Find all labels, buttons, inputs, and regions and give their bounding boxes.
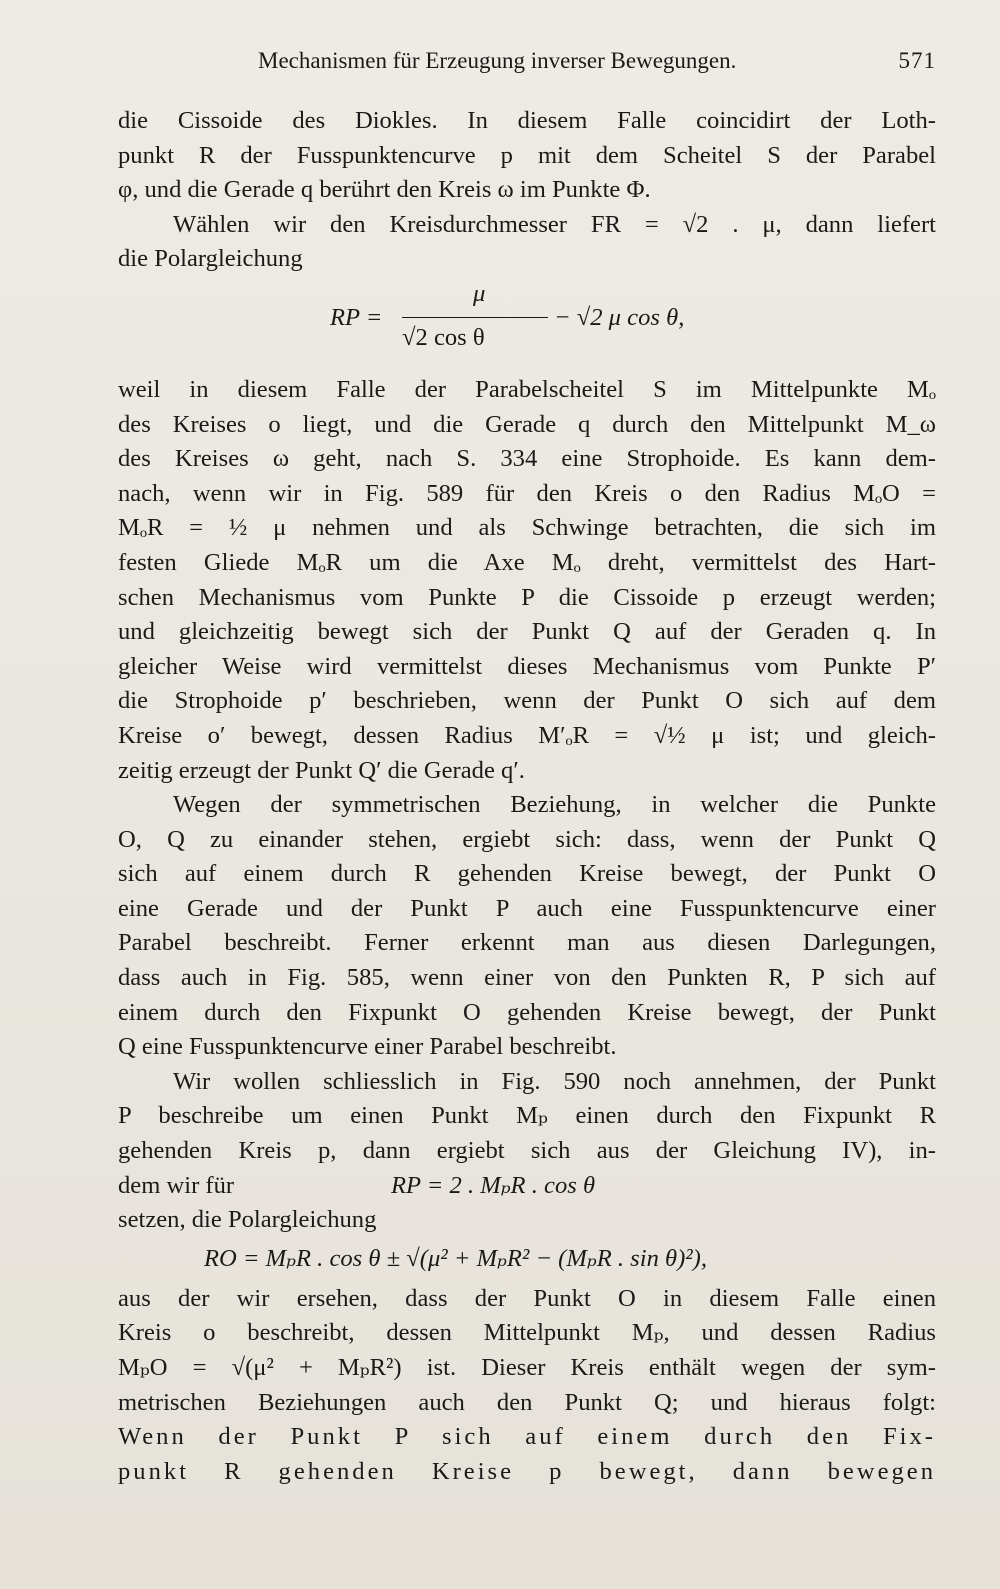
paragraph-2 — [118, 208, 936, 277]
running-header — [118, 48, 936, 82]
text-line: des Kreises o liegt, und die Gerade q durch den Mittelpunkt M_ω — [118, 410, 936, 438]
text-line: φ, und die Gerade q berührt den Kreis ω im Punkte Φ. — [118, 176, 651, 204]
text-line: die Cissoide des Diokles. In diesem Falle coincidirt der Loth- — [118, 107, 936, 134]
text-line: Q eine Fusspunktencurve einer Parabel beschreibt. — [118, 1033, 617, 1061]
text-line: Wegen der symmetrischen Beziehung, in welcher die Punkte — [173, 791, 936, 819]
text-line: einem durch den Fixpunkt O gehenden Kreise bewegt, der Punkt — [118, 998, 936, 1026]
formula-denominator: √2 cos θ — [402, 323, 485, 351]
text-line-with-formula — [118, 1169, 936, 1204]
formula-rhs: − √2 μ cos θ, — [554, 303, 685, 331]
text-line: weil in diesem Falle der Parabelscheitel S im Mittelpunkte Mₒ — [118, 375, 936, 403]
text-line: eine Gerade und der Punkt P auch eine Fusspunktencurve einer — [118, 894, 936, 922]
text-line: gleicher Weise wird vermittelst dieses Mechanismus vom Punkte P′ — [118, 652, 936, 680]
text-line: gehenden Kreis p, dann ergiebt sich aus der Gleichung IV), in- — [118, 1137, 936, 1165]
text-line: Parabel beschreibt. Ferner erkennt man aus diesen Darlegungen, — [118, 929, 936, 957]
polar-equation-rp — [118, 277, 936, 373]
text-line: dass auch in Fig. 585, wenn einer von den Punkten R, P sich auf — [118, 964, 936, 992]
paragraph-5 — [118, 1065, 936, 1238]
text-fragment: dem wir für — [118, 1171, 235, 1199]
body-text — [118, 104, 936, 1489]
text-line-spaced: punkt R gehenden Kreise p bewegt, dann bewegen — [118, 1457, 936, 1485]
paragraph-1 — [118, 104, 936, 208]
text-line: Wählen wir den Kreisdurchmesser FR = √2 . μ, dann liefert — [173, 210, 936, 238]
text-line: Kreis o beschreibt, dessen Mittelpunkt Mₚ, und dessen Radius — [118, 1319, 936, 1347]
text-line: schen Mechanismus vom Punkte P die Cissoide p erzeugt werden; — [118, 583, 936, 611]
text-line: des Kreises ω geht, nach S. 334 eine Strophoide. Es kann dem- — [118, 445, 936, 473]
text-line: punkt R der Fusspunktencurve p mit dem Scheitel S der Parabel — [118, 141, 936, 169]
text-line: Wir wollen schliesslich in Fig. 590 noch annehmen, der Punkt — [173, 1067, 936, 1095]
paragraph-6 — [118, 1282, 936, 1490]
text-line: P beschreibe um einen Punkt Mₚ einen durch den Fixpunkt R — [118, 1102, 936, 1130]
fraction-bar — [402, 317, 548, 318]
text-line: die Polargleichung — [118, 245, 303, 273]
text-line: metrischen Beziehungen auch den Punkt Q; und hieraus folgt: — [118, 1388, 936, 1416]
text-line: O, Q zu einander stehen, ergiebt sich: dass, wenn der Punkt Q — [118, 825, 936, 853]
text-line: nach, wenn wir in Fig. 589 für den Kreis o den Radius MₒO = — [118, 479, 936, 507]
paragraph-3 — [118, 373, 936, 788]
text-line: aus der wir ersehen, dass der Punkt O in diesem Falle einen — [118, 1284, 936, 1312]
polar-equation-ro — [118, 1238, 936, 1282]
text-line: und gleichzeitig bewegt sich der Punkt Q auf der Geraden q. In — [118, 618, 936, 646]
running-title: Mechanismen für Erzeugung inverser Bewegungen. — [258, 48, 737, 73]
formula-ro: RO = MₚR . cos θ ± √(μ² + MₚR² − (MₚR . sin θ)²), — [204, 1244, 707, 1272]
text-line: MₚO = √(μ² + MₚR²) ist. Dieser Kreis enthält wegen der sym- — [118, 1354, 936, 1381]
formula-rp-2mpr: RP = 2 . MₚR . cos θ — [391, 1171, 596, 1199]
text-line: Kreise o′ bewegt, dessen Radius M′ₒR = √½ μ ist; und gleich- — [118, 721, 936, 749]
text-line: MₒR = ½ μ nehmen und als Schwinge betrachten, die sich im — [118, 514, 936, 542]
text-line: die Strophoide p′ beschrieben, wenn der Punkt O sich auf dem — [118, 687, 936, 715]
text-line-spaced: Wenn der Punkt P sich auf einem durch den Fix- — [118, 1423, 936, 1451]
text-line: sich auf einem durch R gehenden Kreise bewegt, der Punkt O — [118, 860, 936, 888]
text-line: zeitig erzeugt der Punkt Q′ die Gerade q′. — [118, 756, 525, 784]
text-line: setzen, die Polargleichung — [118, 1206, 377, 1234]
page-number: 571 — [898, 48, 936, 73]
formula-lhs: RP = — [330, 303, 383, 331]
paragraph-4 — [118, 788, 936, 1065]
formula-numerator: μ — [473, 279, 486, 307]
text-line: festen Gliede MₒR um die Axe Mₒ dreht, vermittelst des Hart- — [118, 548, 936, 576]
